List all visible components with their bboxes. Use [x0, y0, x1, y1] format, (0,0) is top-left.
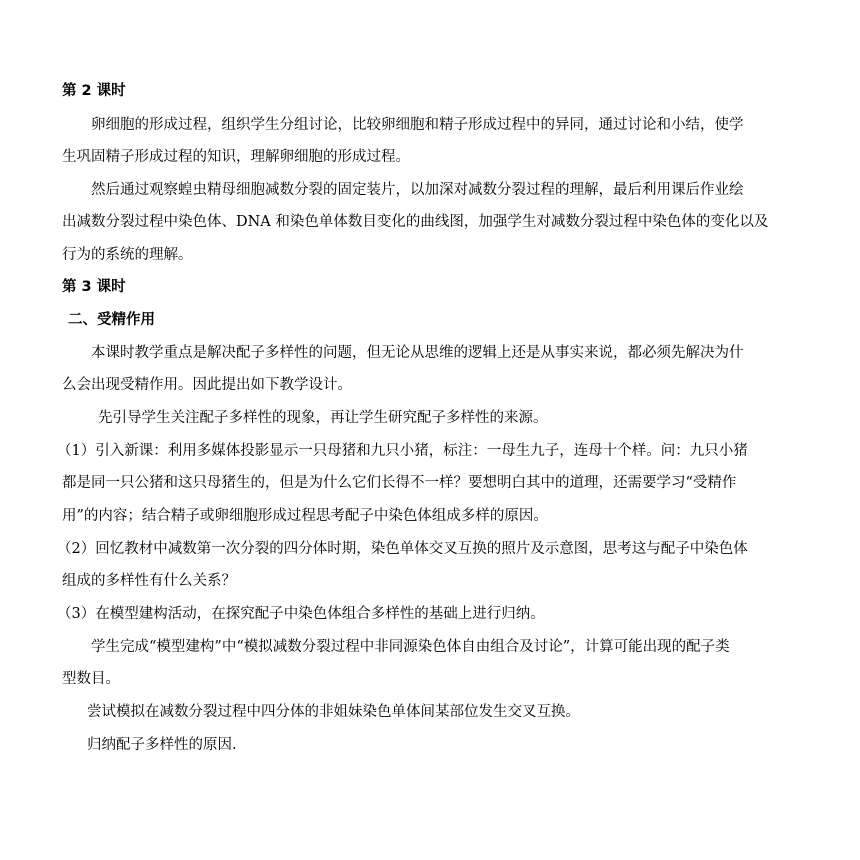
item-2-line-1: （2）回忆教材中减数第一次分裂的四分体时期，染色单体交叉互换的照片及示意图，思考这与配子中染色体 — [57, 541, 748, 557]
lesson-3-paragraph-1-line-2: 么会出现受精作用。因此提出如下教学设计。 — [62, 377, 352, 393]
lesson-2-paragraph-1-line-2: 生巩固精子形成过程的知识，理解卵细胞的形成过程。 — [62, 149, 410, 165]
lesson-2-paragraph-2-line-1: 然后通过观察蝗虫精母细胞减数分裂的固定装片，以加深对减数分裂过程的理解，最后利用课后作业绘 — [91, 182, 744, 198]
item-2-line-2: 组成的多样性有什么关系？ — [62, 573, 236, 589]
lesson-3-heading: 第 3 课时 — [62, 279, 126, 295]
item-1-line-3: 用”的内容；结合精子或卵细胞形成过程思考配子中染色体组成多样的原因。 — [62, 508, 548, 524]
lesson-3-paragraph-3-line-1: 学生完成“模型建构”中“模拟减数分裂过程中非同源染色体自由组合及讨论”，计算可能出现的配子类 — [91, 639, 730, 655]
lesson-2-paragraph-2-line-3: 行为的系统的理解。 — [62, 247, 193, 263]
section-heading-fertilization: 二、受精作用 — [68, 312, 155, 328]
lesson-2-heading: 第 2 课时 — [62, 83, 126, 99]
lesson-3-paragraph-4: 尝试模拟在减数分裂过程中四分体的非姐妹染色单体间某部位发生交叉互换。 — [87, 704, 580, 720]
lesson-3-paragraph-2: 先引导学生关注配子多样性的现象，再让学生研究配子多样性的来源。 — [98, 410, 548, 426]
item-3: （3）在模型建构活动，在探究配子中染色体组合多样性的基础上进行归纳。 — [57, 606, 545, 622]
lesson-3-paragraph-5: 归纳配子多样性的原因. — [87, 737, 237, 753]
item-1-line-1: （1）引入新课：利用多媒体投影显示一只母猪和九只小猪，标注：一母生九子，连母十个样。问：九只小猪 — [57, 443, 748, 459]
lesson-3-paragraph-1-line-1: 本课时教学重点是解决配子多样性的问题，但无论从思维的逻辑上还是从事实来说，都必须先解决为什 — [91, 345, 744, 361]
item-1-line-2: 都是同一只公猪和这只母猪生的，但是为什么它们长得不一样？要想明白其中的道理，还需要学习“受精作 — [62, 475, 737, 491]
lesson-2-paragraph-2-line-2: 出减数分裂过程中染色体、DNA 和染色单体数目变化的曲线图，加强学生对减数分裂过程中染色体的变化以及 — [62, 214, 769, 230]
lesson-2-paragraph-1-line-1: 卵细胞的形成过程，组织学生分组讨论，比较卵细胞和精子形成过程中的异同，通过讨论和小结，使学 — [91, 117, 744, 133]
lesson-3-paragraph-3-line-2: 型数目。 — [62, 671, 120, 687]
